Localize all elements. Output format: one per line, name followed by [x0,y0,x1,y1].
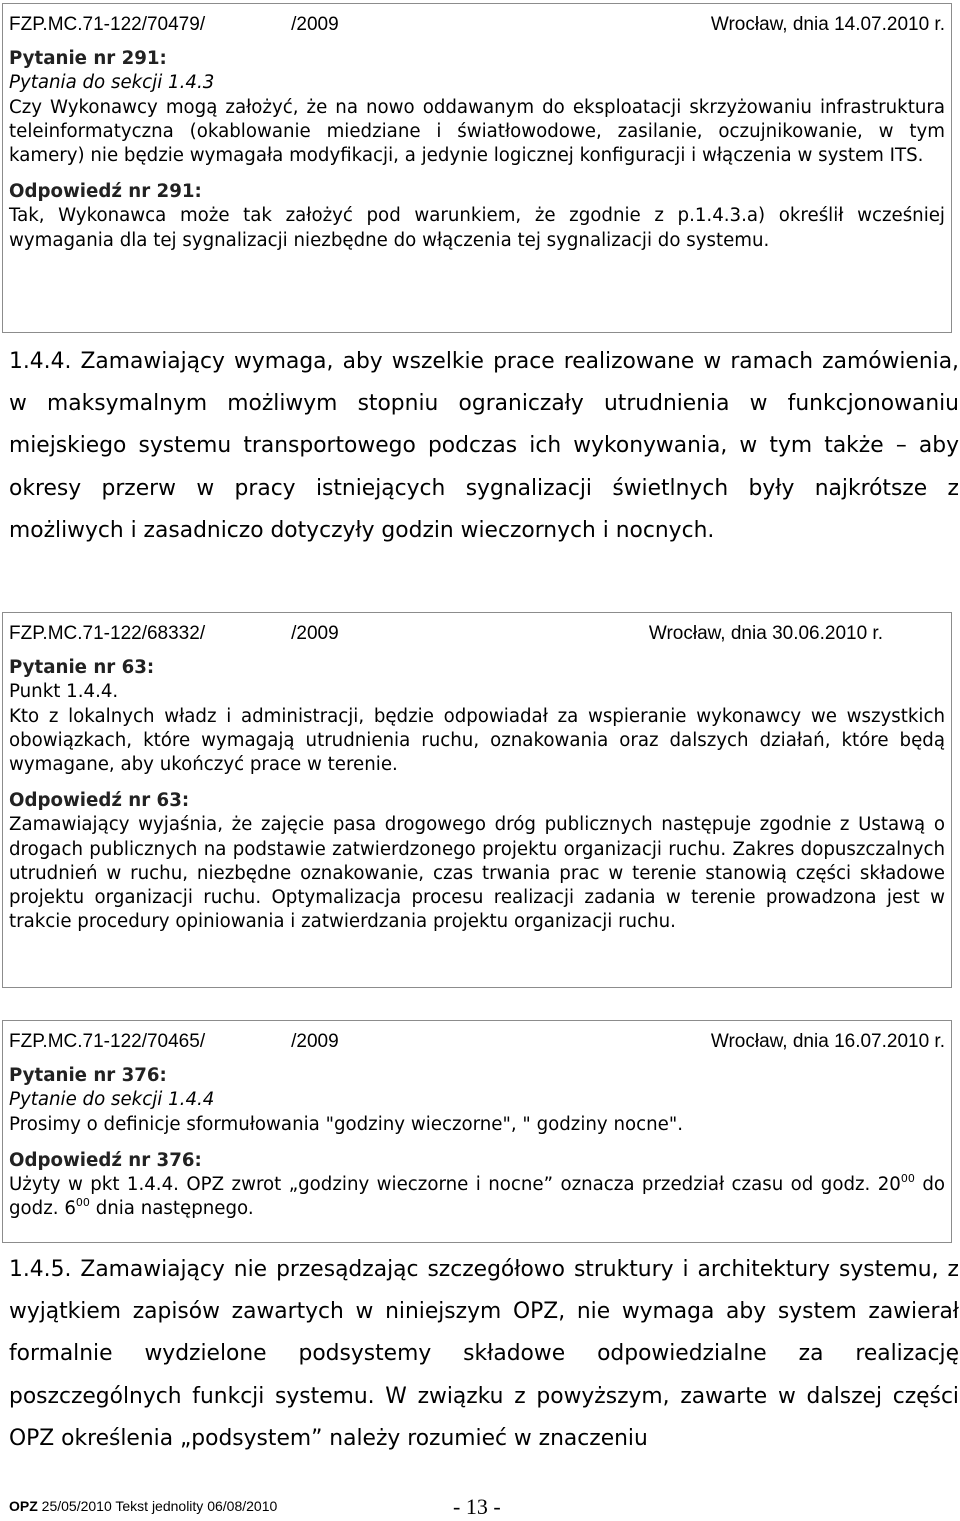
page-footer [9,1494,949,1520]
question-box-63 [2,612,952,988]
paragraph-1-4-5: 1.4.5. Zamawiający nie przesądzając szczegółowo struktury i architektury systemu, z wyjątkiem zapisów zawartych w niniejszym OPZ, nie wymaga aby system zawierał formalnie wydzielone podsystemy składowe odpowiedzialne za realizację poszczególnych funkcji systemu. W związku z powyższym, zawarte w dalszej części OPZ określenia „podsystem” należy rozumieć w znaczeniu [9,1257,959,1451]
reference-year: /2009 [291,1031,339,1052]
superscript-hour-20: 00 [900,1172,915,1186]
reference-number: FZP.MC.71-122/68332/ [9,623,206,644]
answer-part-1: Użyty w pkt 1.4.4. OPZ zwrot „godziny wieczorne i nocne” oznacza przedział czasu od godz. 20 [9,1174,901,1196]
page-number: - 13 - [453,1494,501,1519]
question-box-291 [2,3,952,333]
question-title: Pytanie nr 376: [9,1065,167,1087]
letter-date: Wrocław, dnia 16.07.2010 r. [710,1031,945,1052]
answer-text: Tak, Wykonawca może tak założyć pod warunkiem, że zgodnie z p.1.4.3.a) określił wcześniej wymagania dla tej sygnalizacji niezbędne do włączenia tej sygnalizacji do systemu. [9,205,945,251]
question-title: Pytanie nr 291: [9,48,167,70]
question-text: Czy Wykonawcy mogą założyć, że na nowo oddawanym do eksploatacji skrzyżowaniu infrastruktura teleinformatyczna (okablowanie miedziane i światłowodowe, zasilanie, oczujnikowanie, w tym kamery) nie będzie wymagała modyfikacji, a jedynie logicznej konfiguracji i włączenia w system ITS. [9,96,945,167]
question-text: Kto z lokalnych władz i administracji, będzie odpowiadał za wspieranie wykonawcy we wszystkich obowiązkach, które wymagają utrudnienia ruchu, oznakowania oraz dalszych działań, które będą wymagane, aby ukończyć prace w terenie. [9,705,945,776]
letter-date: Wrocław, dnia 30.06.2010 r. [648,623,883,644]
answer-text [9,1173,945,1221]
answer-title: Odpowiedź nr 376: [9,1149,202,1171]
footer-document-info [9,1498,277,1514]
footer-label: OPZ [9,1498,38,1514]
answer-text: Zamawiający wyjaśnia, że zajęcie pasa drogowego dróg publicznych następuje zgodnie z Ustawą o drogach publicznych na podstawie zatwierdzonego projektu organizacji ruchu. Zakres dopuszczalnych utrudnień w ruchu, niezbędne oznakowanie, czas trwania prac w terenie stanowią części składowe projektu organizacji ruchu. Optymalizacja procesu realizacji zadania w terenie prowadzona jest w trakcie procedury opiniowania i zatwierdzania projektu organizacji ruchu. [9,814,945,933]
answer-title: Odpowiedź nr 63: [9,790,190,812]
question-section: Punkt 1.4.4. [9,681,119,703]
reference-year: /2009 [291,14,339,35]
paragraph-1-4-4: 1.4.4. Zamawiający wymaga, aby wszelkie prace realizowane w ramach zamówienia, w maksymalnym możliwym stopniu ograniczały utrudnienia w funkcjonowaniu miejskiego systemu transportowego podczas ich wykonywania, w tym także – aby okresy przerw w pracy istniejących sygnalizacji świetlnych były najkrótsze z możliwych i zasadniczo dotyczyły godzin wieczornych i nocnych. [9,349,959,543]
answer-part-3: dnia następnego. [89,1198,254,1220]
question-text: Prosimy o definicje sformułowania "godziny wieczorne", " godziny nocne". [9,1113,683,1135]
reference-number: FZP.MC.71-122/70465/ [9,1031,206,1052]
box-header [9,622,945,646]
answer-title: Odpowiedź nr 291: [9,181,202,203]
superscript-hour-6: 00 [75,1196,90,1210]
box-header [9,13,945,37]
reference-number: FZP.MC.71-122/70479/ [9,14,206,35]
question-box-376 [2,1020,952,1243]
question-title: Pytanie nr 63: [9,657,155,679]
answer-part-2: do godz. 6 [9,1174,945,1220]
footer-dates: 25/05/2010 Tekst jednolity 06/08/2010 [37,1498,278,1514]
question-section: Pytanie do sekcji 1.4.4 [9,1089,215,1111]
box-header [9,1030,945,1054]
letter-date: Wrocław, dnia 14.07.2010 r. [710,14,945,35]
reference-year: /2009 [291,623,339,644]
question-section: Pytania do sekcji 1.4.3 [9,72,215,94]
